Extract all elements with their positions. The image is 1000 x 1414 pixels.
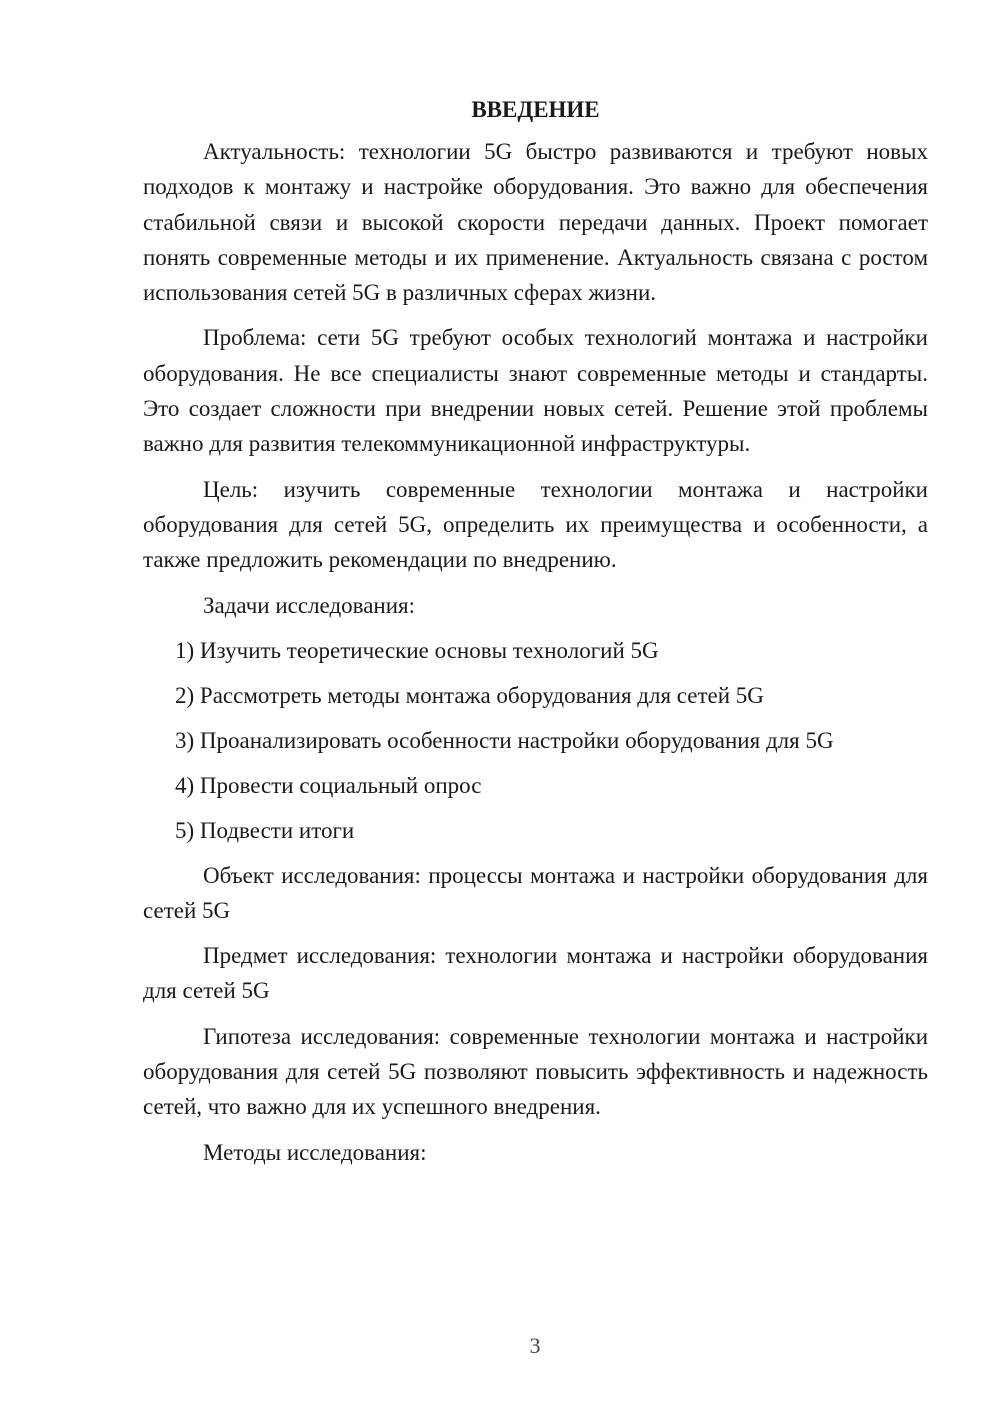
page-title: ВВЕДЕНИЕ (471, 97, 600, 122)
page-number: 3 (529, 1333, 541, 1358)
methods-heading: Методы исследования: (203, 1139, 427, 1165)
goal-paragraph: Цель: изучить современные технологии монтажа и настройки оборудования для сетей 5G, определить их преимущества и особенности, а также предложить рекомендации по внедрению. (143, 476, 928, 573)
list-item: 3) Проанализировать особенности настройки оборудования для 5G (175, 727, 834, 753)
list-item: 1) Изучить теоретические основы технологий 5G (175, 637, 659, 663)
hypothesis-paragraph: Гипотеза исследования: современные технологии монтажа и настройки оборудования для сетей 5G позволяют повысить эффективность и надежность сетей, что важно для их успешного внедрения. (143, 1023, 928, 1120)
subject-paragraph: Предмет исследования: технологии монтажа и настройки оборудования для сетей 5G (143, 943, 928, 1004)
list-item: 4) Провести социальный опрос (175, 772, 482, 798)
tasks-heading: Задачи исследования: (203, 592, 416, 618)
tasks-list (143, 633, 928, 848)
problem-paragraph: Проблема: сети 5G требуют особых технологий монтажа и настройки оборудования. Не все специалисты знают современные методы и стандарты. Это создает сложности при внедрении новых сетей. Решение этой проблемы важно для развития телекоммуникационной инфраструктуры. (143, 325, 928, 457)
object-paragraph: Объект исследования: процессы монтажа и настройки оборудования для сетей 5G (143, 862, 928, 923)
list-item: 2) Рассмотреть методы монтажа оборудования для сетей 5G (175, 682, 764, 708)
relevance-paragraph: Актуальность: технологии 5G быстро развиваются и требуют новых подходов к монтажу и настройке оборудования. Это важно для обеспечения стабильной связи и высокой скорости передачи данных. Проект помогает понять современные методы и их применение. Актуальность связана с ростом использования сетей 5G в различных сферах жизни. (143, 139, 928, 306)
list-item: 5) Подвести итоги (175, 817, 355, 843)
page-content (143, 92, 928, 1180)
